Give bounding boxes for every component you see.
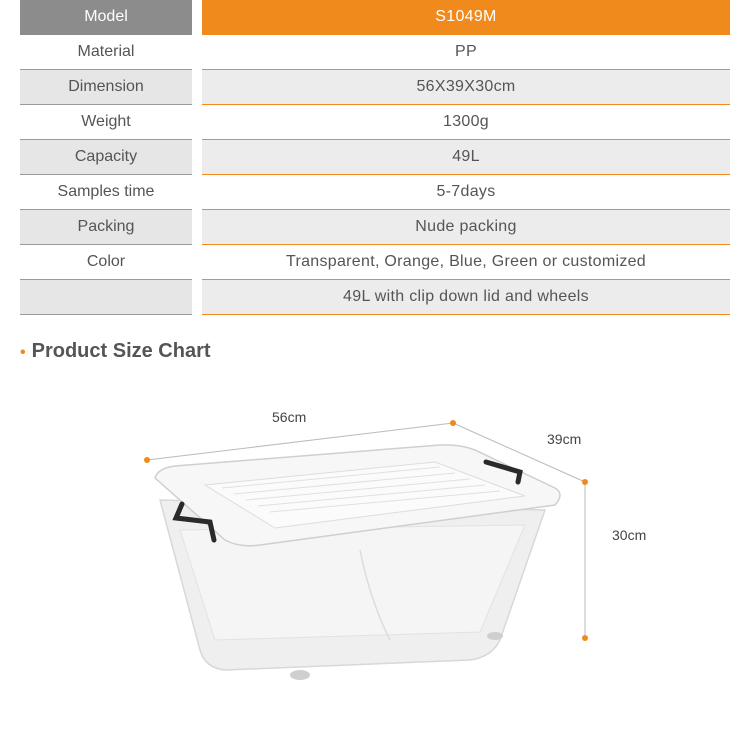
spec-label: Samples time bbox=[20, 175, 192, 210]
spec-label: Color bbox=[20, 245, 192, 280]
spec-value: 56X39X30cm bbox=[202, 70, 730, 105]
height-dimension-label: 30cm bbox=[612, 527, 647, 543]
width-dimension-label: 39cm bbox=[547, 431, 582, 447]
spec-label: Capacity bbox=[20, 140, 192, 175]
length-dimension-label: 56cm bbox=[272, 409, 307, 425]
spec-label: Weight bbox=[20, 105, 192, 140]
spec-header-value: S1049M bbox=[202, 0, 730, 35]
bullet-dot-icon: • bbox=[20, 344, 26, 361]
size-chart-title: Product Size Chart bbox=[31, 340, 211, 362]
spec-value: 49L bbox=[202, 140, 730, 175]
spec-header-label: Model bbox=[20, 0, 192, 35]
spec-value: Nude packing bbox=[202, 210, 730, 245]
spec-label: Dimension bbox=[20, 70, 192, 105]
spec-value: 1300g bbox=[202, 105, 730, 140]
spec-value: PP bbox=[202, 35, 730, 70]
spec-label: Packing bbox=[20, 210, 192, 245]
spec-value: 49L with clip down lid and wheels bbox=[202, 280, 730, 315]
spec-value: Transparent, Orange, Blue, Green or customized bbox=[202, 245, 730, 280]
spec-label: Material bbox=[20, 35, 192, 70]
spec-value: 5-7days bbox=[202, 175, 730, 210]
